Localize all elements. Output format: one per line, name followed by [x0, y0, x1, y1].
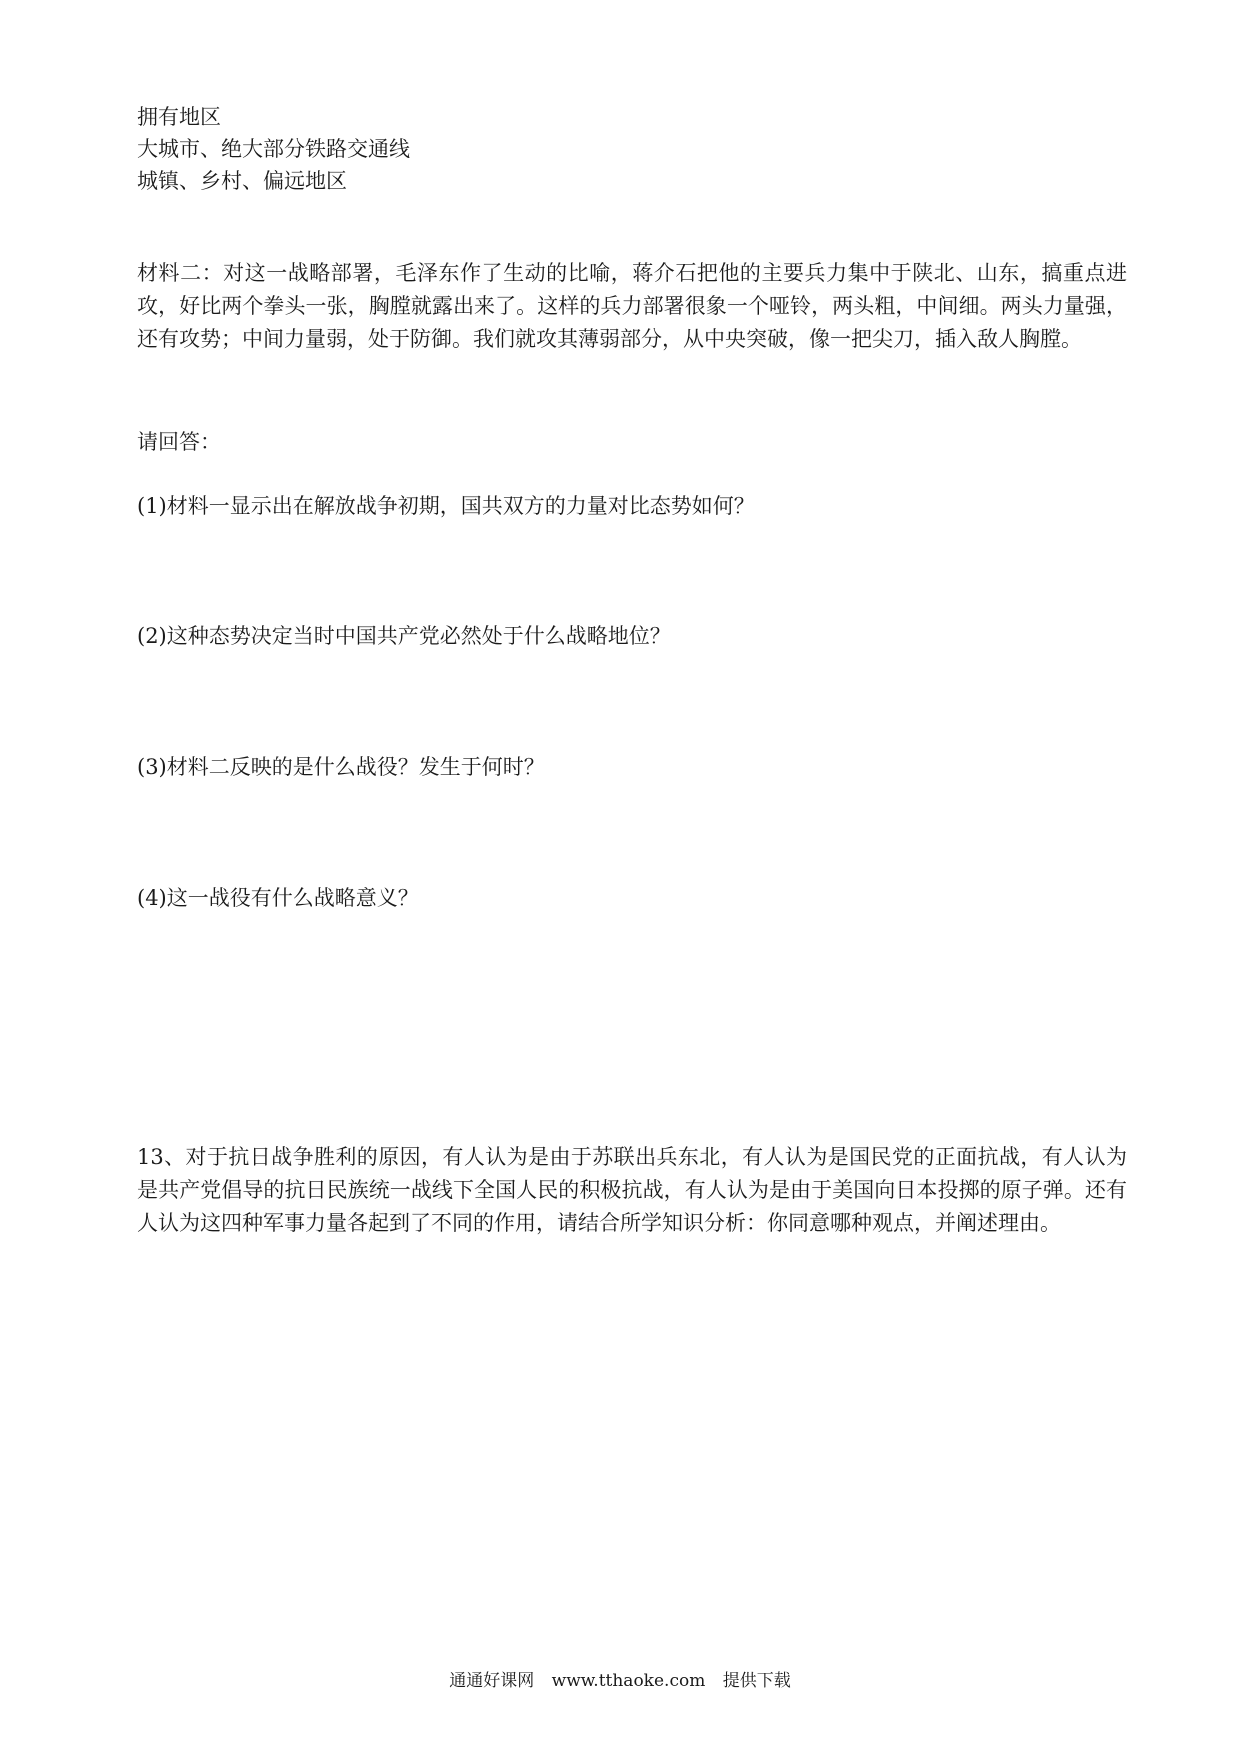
table-cell-kmt-areas: 大城市、绝大部分铁路交通线: [137, 137, 410, 161]
question-1: (1)材料一显示出在解放战争初期，国共双方的力量对比态势如何？: [137, 494, 755, 518]
table-row-label: 拥有地区: [137, 105, 221, 129]
question-13: 13、对于抗日战争胜利的原因，有人认为是由于苏联出兵东北，有人认为是国民党的正面抗战，有人认为是共产党倡导的抗日民族统一战线下全国人民的积极抗战，有人认为是由于美国向日本投掷的原子弹。还有人认为这四种军事力量各起到了不同的作用，请结合所学知识分析：你同意哪种观点，并阐述理由。: [137, 1145, 1127, 1235]
footer-site-name: 通通好课网: [449, 1671, 535, 1691]
footer-suffix: 提供下载: [722, 1671, 791, 1691]
question-2: (2)这种态势决定当时中国共产党必然处于什么战略地位？: [137, 624, 671, 648]
material-2-paragraph: 材料二：对这一战略部署，毛泽东作了生动的比喻，蒋介石把他的主要兵力集中于陕北、山东，搞重点进攻，好比两个拳头一张，胸膛就露出来了。这样的兵力部署很象一个哑铃，两头粗，中间细。两头力量强，还有攻势；中间力量弱，处于防御。我们就攻其薄弱部分，从中央突破，像一把尖刀，插入敌人胸膛。: [137, 261, 1127, 351]
footer-url[interactable]: www.tthaoke.com: [551, 1671, 706, 1691]
question-4: (4)这一战役有什么战略意义？: [137, 886, 419, 910]
answer-prompt: 请回答：: [137, 430, 221, 454]
question-3: (3)材料二反映的是什么战役？发生于何时？: [137, 755, 545, 779]
page-footer: [0, 1669, 1240, 1693]
table-cell-cpc-areas: 城镇、乡村、偏远地区: [137, 169, 347, 193]
